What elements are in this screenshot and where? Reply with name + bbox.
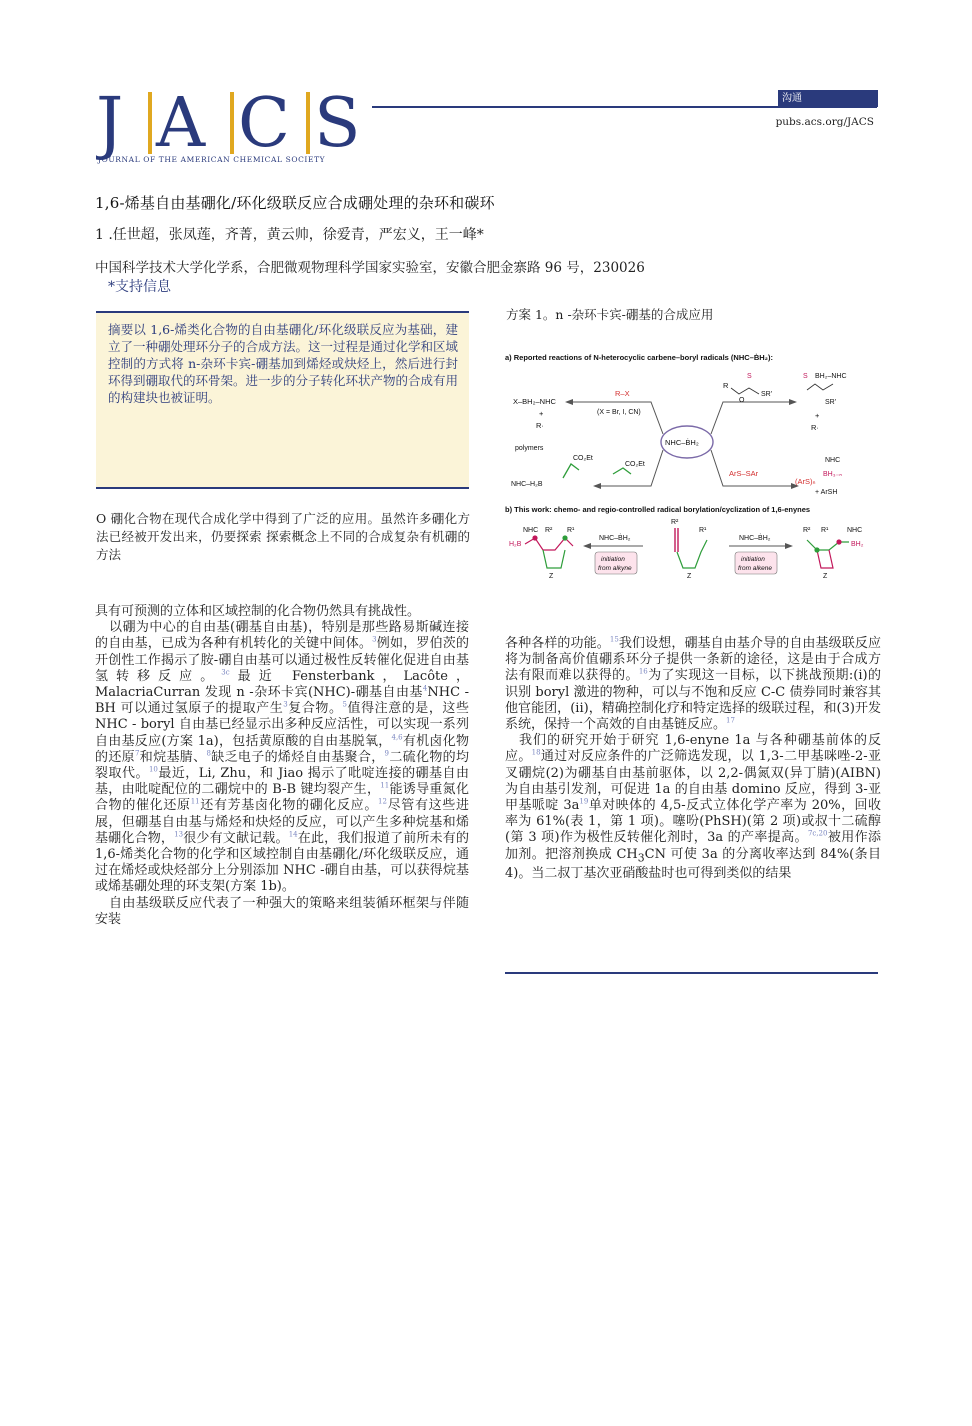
alkyl-radical: R· xyxy=(536,421,544,430)
arrowhead xyxy=(789,399,797,405)
arrowhead xyxy=(583,543,591,549)
boryl-attach-dot xyxy=(532,535,537,540)
linker-z: Z xyxy=(823,573,828,580)
right-column-rule xyxy=(505,972,878,974)
substituent-r1: R¹ xyxy=(567,527,575,534)
reference-link[interactable]: 11 xyxy=(380,781,390,790)
reference-link[interactable]: 5 xyxy=(342,700,347,709)
reference-link[interactable]: 7c,20 xyxy=(807,830,828,839)
reference-link[interactable]: 10 xyxy=(148,765,158,774)
affiliation: 中国科学技术大学化学系，合肥微观物理科学国家实验室，安徽合肥金寨路 96 号，230026 xyxy=(95,260,645,276)
reference-link[interactable]: 14 xyxy=(288,830,298,839)
right-paragraph-1: 各种各样的功能。$^{15}$我们设想，硼基自由基介导的自由基级联反应将为制备高价值硼系环分子提供一条新的途径，这是由于合成方法有限而难以获得的。$^{16}$为了实现这一目标，以下挑战预期:(i)的识别 boryl 激进的物种，可以与不饱和反应 C-C 债券同时兼容其他官能团，(ii)，精确控制化疗和特定选择的级联过程，和(3)开发系统，保持一个高效的自由基链反应。$^{17}$ xyxy=(505,635,881,733)
product-s: S xyxy=(803,373,808,380)
reference-link[interactable]: 3 xyxy=(283,700,288,709)
xanthate-bonds xyxy=(731,388,759,394)
polymer-chain-end: NHC–H₂B xyxy=(511,481,543,488)
ring-closure-dot xyxy=(562,535,567,540)
logo-letter-j: J xyxy=(96,84,124,163)
left-paragraph-3: 自由基级联反应代表了一种强大的策略来组装循环框架与伴随安装 xyxy=(95,895,469,927)
arrowhead xyxy=(785,543,793,549)
reference-link[interactable]: 9 xyxy=(384,749,389,758)
supporting-info-link[interactable]: *支持信息 xyxy=(108,279,171,295)
product-bonds xyxy=(807,384,833,390)
product-nhc: NHC xyxy=(825,457,841,464)
boron-h2b: H₂B xyxy=(509,541,522,548)
reference-link[interactable]: 8 xyxy=(206,749,211,758)
reference-link[interactable]: 3 xyxy=(372,636,377,645)
thio-product: (ArS)ₙ xyxy=(795,477,816,486)
arrow-to-disulfide-substitution xyxy=(711,450,791,486)
reference-link[interactable]: 3c xyxy=(221,668,230,677)
linker-z: Z xyxy=(549,573,554,580)
substituent-r2: R² xyxy=(803,527,811,534)
logo-subtitle: JOURNAL OF THE AMERICAN CHEMICAL SOCIETY xyxy=(98,155,326,164)
reference-link[interactable]: 4,6 xyxy=(391,733,403,742)
right-paragraph-2: 我们的研究开始于研究 1,6-enyne 1a 与各种硼基前体的反应。$^{18}$通过对反应条件的广泛筛选发现，以 1,3-二甲基咪唑-2-亚叉硼烷(2)为硼基自由基前驱体，以 2,2-偶氮双(异丁腈)(AIBN)为自由基引发剂，可促进 1a 的自由基 domino 反应，得到 3-亚甲基哌啶 3a$^{19}$单对映体的 4,5-反式立体化学产率为 20%，回收率为 61%(表 1，第 1 项)。噻吩(PhSH)(第 2 项)或叔十二硫醇(第 3 项)作为极性反转催化剂时，3a 的产率提高。$^{7c,20}$被用作添加剂。把溶剂换成 $CH_3CN$ 可使 3a 的分离收率达到 84%(条目 4)。当二叔丁基次亚硝酸盐时也可得到类似的结果 xyxy=(505,733,881,882)
scheme-1-figure[interactable] xyxy=(503,346,883,582)
product-nhc: NHC xyxy=(523,527,539,534)
reagent-label: NHC–ḂH₂ xyxy=(599,535,631,542)
reference-link[interactable]: 19 xyxy=(579,797,589,806)
logo-letter-s: S xyxy=(314,84,361,163)
disulfide-reagent: ArS–SAr xyxy=(729,469,759,478)
scheme-part-b-title: b) This work: chemo- and regio-controlled radical borylation/cyclization of 1,6-enynes xyxy=(505,505,811,514)
reference-link[interactable]: 15 xyxy=(609,635,619,644)
from-alkene-label: from alkene xyxy=(738,565,772,572)
xanthate-r: R xyxy=(723,381,729,390)
left-product-ring xyxy=(543,550,565,568)
initiation-label: initiation xyxy=(741,556,765,563)
plus-sign: + xyxy=(815,411,820,420)
subscript: 3 xyxy=(637,851,645,865)
reference-link[interactable]: 7 xyxy=(135,749,140,758)
left-paragraph-1: 具有可预测的立体和区域控制的化合物仍然具有挑战性。 xyxy=(95,604,421,619)
enyne-chain xyxy=(677,540,707,568)
logo-divider xyxy=(148,92,152,154)
initiation-label: initiation xyxy=(601,556,625,563)
halide-note: (X = Br, I, CN) xyxy=(597,409,641,416)
journal-url[interactable]: pubs.acs.org/JACS xyxy=(775,116,874,128)
alkyl-radical: R· xyxy=(811,423,819,432)
product-bh2nhc: BH₂–NHC xyxy=(815,373,847,380)
arrow-to-halide-reduction xyxy=(573,402,663,434)
right-body-column xyxy=(505,636,881,883)
reference-link[interactable]: 11 xyxy=(190,798,200,807)
reference-link[interactable]: 18 xyxy=(531,749,541,758)
reference-link[interactable]: 4 xyxy=(422,684,428,693)
logo-letter-a: A xyxy=(156,84,206,163)
communication-tab: 沟通 xyxy=(778,90,878,107)
substituent-r2: R² xyxy=(671,519,679,526)
arrowhead xyxy=(565,399,573,405)
intro-paragraph: O 硼化合物在现代合成化学中得到了广泛的应用。虽然许多硼化方法已经被开发出来，仍要探索 探索概念上不同的合成复杂有机硼的方法 xyxy=(96,511,470,562)
scheme-part-a-title: a) Reported reactions of N-heterocyclic carbene–boryl radicals (NHC–ḂH₂): xyxy=(505,353,773,362)
boryl-attach-dot xyxy=(836,539,841,544)
monomer-alkene-bond xyxy=(613,468,631,474)
left-paragraph-2: 以硼为中心的自由基(硼基自由基)，特别是那些路易斯碱连接的自由基，已成为各种有机转化的关键中间体。$^3$例如，罗伯茨的开创性工作揭示了胺-硼自由基可以通过极性反转催化促进自由基氢转移反应。$^{3c}$最近 Fensterbank，Lacôte，MalacriaCurran 发现 n -杂环卡宾(NHC)-硼基自由基$^4$NHC - BH 可以通过氢原子的提取产生$^3$复合物。$^5$值得注意的是，这些 NHC - boryl 自由基已经显示出多种反应活性，可以实现一系列自由基反应(方案 1a)，包括黄原酸的自由基脱氧，$^{4,6}$有机卤化物的还原$^7$和烷基腈、$^8$缺乏电子的烯烃自由基聚合，$^9$二硫化物的均裂取代。$^{10}$最近，Li, Zhu，和 Jiao 揭示了吡啶连接的硼基自由基，由吡啶配位的二硼烷中的 B-B 键均裂产生，$^{11}$能诱导重氮化合物的催化还原$^{11}$还有芳基卤化物的硼化反应。$^{12}$尽管有这些进展，但硼基自由基与烯烃和炔烃的反应，可以产生多种烷基和烯基硼化合物，$^{13}$很少有文献记载。$^{14}$在此，我们报道了前所未有的 1,6-烯类化合物的化学和区域控制自由基硼化/环化级联反应，通过在烯烃或炔烃部分上分别添加 NHC -硼自由基，可以获得烷基或烯基硼处理的环支架(方案 1b)。 xyxy=(95,620,469,895)
product-nhc: NHC xyxy=(847,527,863,534)
author-list: 1 .任世超，张凤莲，齐菁，黄云帅，徐爱青，严宏义，王一峰* xyxy=(95,227,484,243)
logo-divider xyxy=(306,92,310,154)
jacs-logo xyxy=(96,84,386,168)
xanthate-s: S xyxy=(747,373,752,380)
paper-title: 1,6-烯基自由基硼化/环化级联反应合成硼处理的杂环和碳环 xyxy=(95,194,495,212)
reference-link[interactable]: 12 xyxy=(378,798,387,807)
logo-divider xyxy=(230,92,234,154)
substituent-r1: R¹ xyxy=(699,527,707,534)
abstract-text: 摘要以 1,6-烯类化合物的自由基硼化/环化级联反应为基础，建立了一种硼处理环分子的合成方法。这一过程是通过化学和区域控制的方式将 n-杂环卡宾-硼基加到烯烃或炔烃上，然后进行封环得到硼取代的环骨架。进一步的分子转化环状产物的合成有用的构建块也被证明。 xyxy=(108,322,459,405)
arrow-to-deoxygenation xyxy=(711,402,789,434)
nhc-boryl-radical-label: NHC–ḂH₂ xyxy=(665,438,699,447)
reference-link[interactable]: 17 xyxy=(726,716,735,725)
product-sr: SR' xyxy=(825,399,837,406)
substituent-r2: R² xyxy=(545,527,553,534)
xanthate-sr: SR' xyxy=(761,391,773,398)
co2et-label: CO₂Et xyxy=(625,461,645,468)
co2et-label: CO₂Et xyxy=(573,455,593,462)
boryl-halide-product: X–BH₂–NHC xyxy=(513,397,556,406)
logo-letter-c: C xyxy=(238,84,291,163)
reference-link[interactable]: 16 xyxy=(638,668,648,677)
arrowhead xyxy=(593,483,601,489)
arrow-to-polymerization xyxy=(601,450,663,486)
reference-link[interactable]: 13 xyxy=(174,830,184,839)
plus-sign: + xyxy=(539,409,544,418)
from-alkyne-label: from alkyne xyxy=(598,565,632,572)
boron-bh2: BH₂ xyxy=(851,541,864,548)
right-product-ring xyxy=(817,550,833,568)
polymers-label: polymers xyxy=(515,445,544,452)
right-product-bonds xyxy=(807,540,849,550)
substituent-r1: R¹ xyxy=(821,527,829,534)
linker-z: Z xyxy=(687,573,692,580)
scheme-caption: 方案 1。n -杂环卡宾-硼基的合成应用 xyxy=(506,307,714,322)
ring-closure-dot xyxy=(814,547,819,552)
bh3-n-label: BH₃₋ₙ xyxy=(823,471,843,478)
left-body-column xyxy=(95,604,469,928)
polymer-alkene-bond xyxy=(563,464,579,478)
arsh-byproduct: + ArSH xyxy=(815,489,838,496)
xanthate-o: O xyxy=(739,397,745,404)
halide-reagent: R–X xyxy=(615,389,630,398)
reagent-label: NHC–ḂH₂ xyxy=(739,535,771,542)
